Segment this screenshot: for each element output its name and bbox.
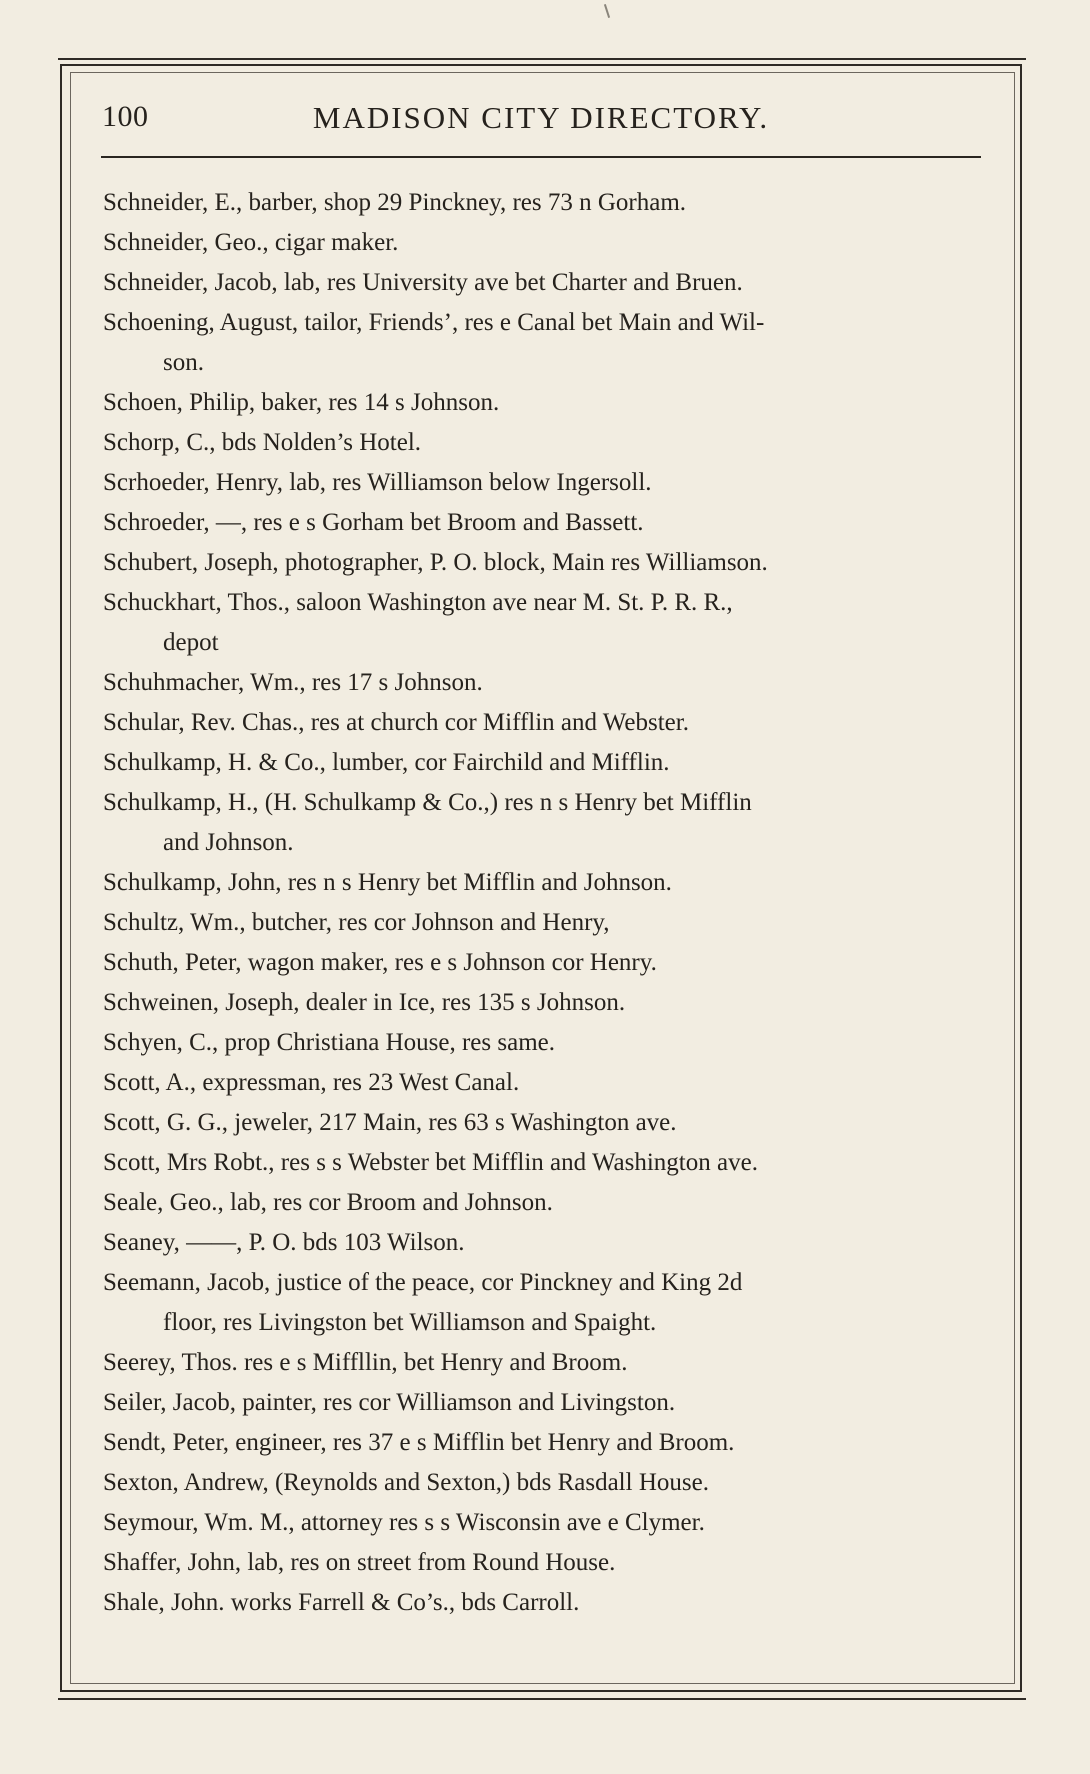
entry-line: Schneider, Jacob, lab, res University ave bet Charter and Bruen. bbox=[103, 269, 743, 296]
directory-entry bbox=[103, 1063, 989, 1103]
entry-line: Scott, G. G., jeweler, 217 Main, res 63 s Washington ave. bbox=[103, 1109, 677, 1136]
directory-entry bbox=[103, 703, 989, 743]
entry-line: Schultz, Wm., butcher, res cor Johnson and Henry, bbox=[103, 909, 610, 936]
directory-entry bbox=[103, 383, 989, 423]
directory-entry bbox=[103, 463, 989, 503]
entry-line: Seale, Geo., lab, res cor Broom and Johnson. bbox=[103, 1189, 553, 1216]
entry-line: Seaney, ——, P. O. bds 103 Wilson. bbox=[103, 1229, 465, 1256]
entry-line: Schulkamp, John, res n s Henry bet Mifflin and Johnson. bbox=[103, 869, 672, 896]
directory-entry bbox=[103, 1583, 989, 1623]
directory-entry bbox=[103, 223, 989, 263]
directory-entry bbox=[103, 1103, 989, 1143]
entry-line: Schneider, Geo., cigar maker. bbox=[103, 229, 399, 256]
directory-entry bbox=[103, 1143, 989, 1183]
directory-entry bbox=[103, 1223, 989, 1263]
entry-line: Scott, Mrs Robt., res s s Webster bet Mifflin and Washington ave. bbox=[103, 1149, 758, 1176]
entry-line: Scott, A., expressman, res 23 West Canal. bbox=[103, 1069, 520, 1096]
entry-line: Sexton, Andrew, (Reynolds and Sexton,) bds Rasdall House. bbox=[103, 1469, 709, 1496]
directory-entry bbox=[103, 583, 989, 663]
entry-line: Sendt, Peter, engineer, res 37 e s Mifflin bet Henry and Broom. bbox=[103, 1429, 735, 1456]
entry-line: Schoen, Philip, baker, res 14 s Johnson. bbox=[103, 389, 500, 416]
page-tick-mark bbox=[604, 4, 610, 18]
entry-line: Seymour, Wm. M., attorney res s s Wisconsin ave e Clymer. bbox=[103, 1509, 705, 1536]
entry-continuation-line: depot bbox=[163, 629, 219, 656]
entry-line: Schubert, Joseph, photographer, P. O. block, Main res Williamson. bbox=[103, 549, 768, 576]
entry-line: Schneider, E., barber, shop 29 Pinckney, res 73 n Gorham. bbox=[103, 189, 687, 216]
entry-line: Schuckhart, Thos., saloon Washington ave near M. St. P. R. R., bbox=[103, 589, 733, 616]
entry-line: Schroeder, —, res e s Gorham bet Broom and Bassett. bbox=[103, 509, 644, 536]
directory-entry bbox=[103, 423, 989, 463]
entry-line: Schular, Rev. Chas., res at church cor Mifflin and Webster. bbox=[103, 709, 689, 736]
directory-entry bbox=[103, 1183, 989, 1223]
header-rule bbox=[101, 156, 981, 158]
directory-entry bbox=[103, 543, 989, 583]
entry-line: Schorp, C., bds Nolden’s Hotel. bbox=[103, 429, 422, 456]
bottom-rule bbox=[58, 1698, 1026, 1700]
directory-entry bbox=[103, 1543, 989, 1583]
entry-line: Schyen, C., prop Christiana House, res same. bbox=[103, 1029, 556, 1056]
directory-entry bbox=[103, 943, 989, 983]
entry-line: Scrhoeder, Henry, lab, res Williamson below Ingersoll. bbox=[103, 469, 652, 496]
entry-line: Shaffer, John, lab, res on street from Round House. bbox=[103, 1549, 616, 1576]
entry-line: Schulkamp, H. & Co., lumber, cor Fairchild and Mifflin. bbox=[103, 749, 670, 776]
entry-line: Schweinen, Joseph, dealer in Ice, res 135 s Johnson. bbox=[103, 989, 626, 1016]
directory-entry bbox=[103, 1263, 989, 1343]
directory-entry bbox=[103, 1423, 989, 1463]
directory-entry bbox=[103, 983, 989, 1023]
entry-line: Shale, John. works Farrell & Co’s., bds Carroll. bbox=[103, 1589, 580, 1616]
entry-line: Seemann, Jacob, justice of the peace, cor Pinckney and King 2d bbox=[103, 1269, 743, 1296]
top-rule bbox=[58, 58, 1026, 60]
entry-line: Schulkamp, H., (H. Schulkamp & Co.,) res n s Henry bet Mifflin bbox=[103, 789, 752, 816]
entry-continuation-line: and Johnson. bbox=[163, 829, 294, 856]
directory-entries bbox=[103, 183, 989, 1623]
directory-entry bbox=[103, 1503, 989, 1543]
directory-entry bbox=[103, 1463, 989, 1503]
directory-entry bbox=[103, 1383, 989, 1423]
entry-line: Schuhmacher, Wm., res 17 s Johnson. bbox=[103, 669, 483, 696]
entry-line: Seiler, Jacob, painter, res cor Williamson and Livingston. bbox=[103, 1389, 676, 1416]
directory-entry bbox=[103, 663, 989, 703]
directory-entry bbox=[103, 1023, 989, 1063]
directory-entry bbox=[103, 503, 989, 543]
entry-continuation-line: floor, res Livingston bet Williamson and Spaight. bbox=[163, 1309, 657, 1336]
page-header bbox=[96, 92, 986, 142]
page-number: 100 bbox=[102, 100, 149, 133]
page-title: MADISON CITY DIRECTORY. bbox=[312, 100, 770, 135]
directory-entry bbox=[103, 903, 989, 943]
directory-entry bbox=[103, 783, 989, 863]
directory-entry bbox=[103, 183, 989, 223]
directory-entry bbox=[103, 263, 989, 303]
directory-entry bbox=[103, 863, 989, 903]
directory-entry bbox=[103, 1343, 989, 1383]
directory-entry bbox=[103, 303, 989, 383]
entry-line: Seerey, Thos. res e s Miffllin, bet Henry and Broom. bbox=[103, 1349, 628, 1376]
entry-line: Schoening, August, tailor, Friends’, res e Canal bet Main and Wil- bbox=[103, 309, 765, 336]
entry-continuation-line: son. bbox=[163, 349, 204, 376]
directory-entry bbox=[103, 743, 989, 783]
entry-line: Schuth, Peter, wagon maker, res e s Johnson cor Henry. bbox=[103, 949, 657, 976]
